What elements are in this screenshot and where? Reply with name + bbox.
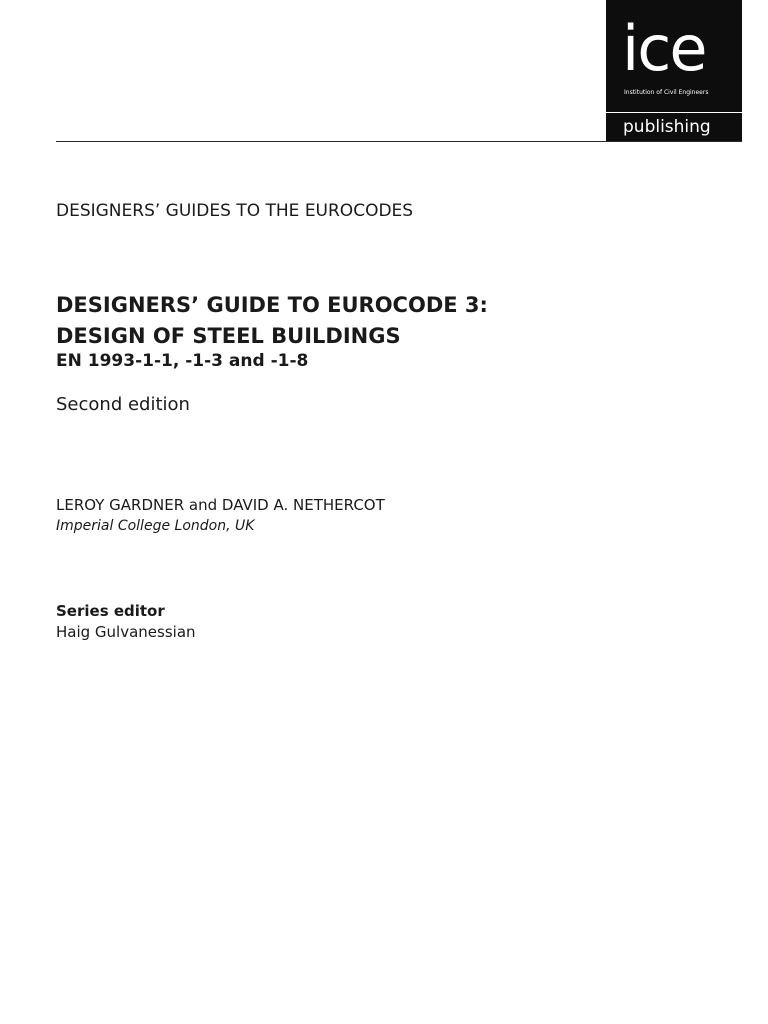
series-editor-name: Haig Gulvanessian: [56, 623, 196, 641]
book-title: [56, 290, 488, 352]
standard-reference: EN 1993-1-1, -1-3 and -1-8: [56, 351, 309, 371]
author-names: LEROY GARDNER and DAVID A. NETHERCOT: [56, 496, 385, 514]
book-title-line-1: DESIGNERS’ GUIDE TO EUROCODE 3:: [56, 293, 488, 317]
header-rule: [56, 141, 742, 142]
edition: Second edition: [56, 394, 190, 415]
series-editor-label: Series editor: [56, 602, 165, 620]
logo-imprint-band: [606, 112, 742, 142]
author-affiliation: Imperial College London, UK: [56, 518, 255, 534]
series-title: DESIGNERS’ GUIDES TO THE EUROCODES: [56, 201, 414, 221]
logo-imprint: publishing: [623, 117, 711, 137]
book-title-line-2: DESIGN OF STEEL BUILDINGS: [56, 324, 401, 348]
ice-publishing-logo: [606, 0, 742, 142]
logo-mark: ice: [622, 12, 706, 85]
logo-subtitle: Institution of Civil Engineers: [624, 89, 709, 96]
